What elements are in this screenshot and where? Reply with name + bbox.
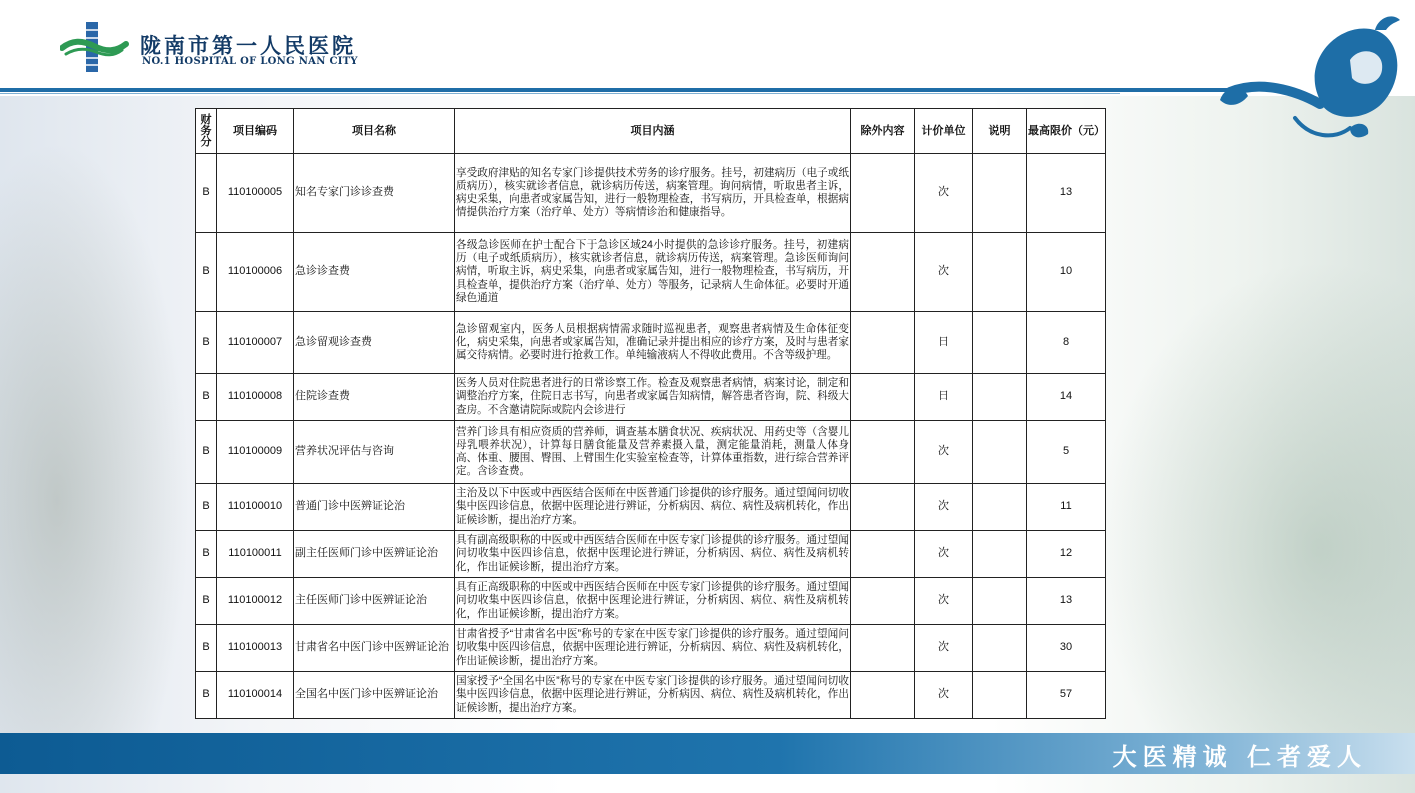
cell-content: 具有副高级职称的中医或中西医结合医师在中医专家门诊提供的诊疗服务。通过望闻问切收集中医四诊信息，依据中医理论进行辨证，分析病因、病位、病性及病机转化，作出证候诊断，提出治疗方案。 [455,531,851,578]
cell-code: 110100009 [217,421,294,484]
cell-name: 急诊诊查费 [294,233,455,312]
cell-code: 110100005 [217,154,294,233]
cell-fin: B [196,578,217,625]
header-divider-thin [0,93,1120,94]
cell-price: 8 [1027,312,1106,374]
background-scenery-left [0,140,190,740]
cell-price: 12 [1027,531,1106,578]
cell-content: 营养门诊具有相应资质的营养师，调查基本膳食状况、疾病状况、用药史等（含婴儿母乳喂养状况），计算每日膳食能量及营养素摄入量，测定能量消耗，测量人体身高、体重、腰围、臀围、上臂围生化实验室检查等，计算体重指数，进行综合营养评定。含诊查费。 [455,421,851,484]
cell-note [973,312,1027,374]
header-price: 最高限价（元） [1027,109,1106,154]
cell-price: 30 [1027,625,1106,672]
table-row [196,625,1106,672]
header-unit: 计价单位 [915,109,973,154]
cell-name: 甘肃省名中医门诊中医辨证论治 [294,625,455,672]
header-name: 项目名称 [294,109,455,154]
cell-unit: 次 [915,672,973,719]
cell-name: 主任医师门诊中医辨证论治 [294,578,455,625]
cell-fin: B [196,672,217,719]
cell-content: 主治及以下中医或中西医结合医师在中医普通门诊提供的诊疗服务。通过望闻问切收集中医四诊信息，依据中医理论进行辨证，分析病因、病位、病性及病机转化，作出证候诊断，提出治疗方案。 [455,484,851,531]
cell-unit: 日 [915,312,973,374]
cell-fin: B [196,154,217,233]
cell-unit: 次 [915,531,973,578]
cell-exclude [851,531,915,578]
cell-fin: B [196,233,217,312]
cell-name: 住院诊查费 [294,374,455,421]
header-note: 说明 [973,109,1027,154]
cell-unit: 次 [915,154,973,233]
decorative-swirl-icon [1200,0,1415,150]
cell-fin: B [196,531,217,578]
cell-exclude [851,312,915,374]
slogan: 大医精诚 仁者爱人 [1112,742,1367,771]
table-row [196,154,1106,233]
header-divider [0,88,1235,92]
header-exclude: 除外内容 [851,109,915,154]
cell-code: 110100011 [217,531,294,578]
price-table [195,108,1106,719]
cell-fin: B [196,374,217,421]
cell-note [973,233,1027,312]
table-row [196,578,1106,625]
header-content: 项目内涵 [455,109,851,154]
header-code: 项目编码 [217,109,294,154]
cell-price: 11 [1027,484,1106,531]
cell-content: 享受政府津贴的知名专家门诊提供技术劳务的诊疗服务。挂号，初建病历（电子或纸质病历），核实就诊者信息，就诊病历传送，病案管理。询问病情，听取患者主诉，病史采集，向患者或家属告知，进行一般物理检查，书写病历，开具检查单，根据病情提供治疗方案（治疗单、处方）等病情诊治和健康指导。 [455,154,851,233]
cell-code: 110100007 [217,312,294,374]
table-row [196,484,1106,531]
background-scenery-right [1095,260,1415,740]
cell-name: 急诊留观诊查费 [294,312,455,374]
cell-name: 副主任医师门诊中医辨证论治 [294,531,455,578]
table-row [196,233,1106,312]
cell-content: 国家授予“全国名中医”称号的专家在中医专家门诊提供的诊疗服务。通过望闻问切收集中医四诊信息，依据中医理论进行辨证，分析病因、病位、病性及病机转化，作出证候诊断，提出治疗方案。 [455,672,851,719]
cell-exclude [851,233,915,312]
cell-content: 甘肃省授予“甘肃省名中医”称号的专家在中医专家门诊提供的诊疗服务。通过望闻问切收集中医四诊信息，依据中医理论进行辨证，分析病因、病位、病性及病机转化，作出证候诊断，提出治疗方案。 [455,625,851,672]
cell-price: 57 [1027,672,1106,719]
cell-unit: 次 [915,421,973,484]
table-row [196,672,1106,719]
cell-fin: B [196,421,217,484]
cell-note [973,154,1027,233]
cell-content: 具有正高级职称的中医或中西医结合医师在中医专家门诊提供的诊疗服务。通过望闻问切收集中医四诊信息，依据中医理论进行辨证，分析病因、病位、病性及病机转化，作出证候诊断，提出治疗方案。 [455,578,851,625]
cell-code: 110100013 [217,625,294,672]
cell-note [973,625,1027,672]
cell-unit: 次 [915,484,973,531]
cell-exclude [851,625,915,672]
cell-note [973,374,1027,421]
table-row [196,421,1106,484]
cell-note [973,421,1027,484]
cell-name: 知名专家门诊诊查费 [294,154,455,233]
cell-content: 医务人员对住院患者进行的日常诊察工作。检查及观察患者病情，病案讨论，制定和调整治疗方案，住院日志书写，向患者或家属告知病情，解答患者咨询，院、科级大查房。不含邀请院际或院内会诊进行 [455,374,851,421]
cell-name: 营养状况评估与咨询 [294,421,455,484]
cell-code: 110100006 [217,233,294,312]
hospital-name-en: NO.1 HOSPITAL OF LONG NAN CITY [142,56,358,67]
cell-name: 全国名中医门诊中医辨证论治 [294,672,455,719]
table-row [196,531,1106,578]
cell-unit: 次 [915,233,973,312]
cell-note [973,578,1027,625]
cell-name: 普通门诊中医辨证论治 [294,484,455,531]
cell-exclude [851,672,915,719]
cell-exclude [851,154,915,233]
table-row [196,312,1106,374]
cell-content: 各级急诊医师在护士配合下于急诊区域24小时提供的急诊诊疗服务。挂号，初建病历（电子或纸质病历），核实就诊者信息，就诊病历传送，病案管理。急诊医师询问病情，听取主诉，病史采集，向患者或家属告知，进行一般物理检查，书写病历，开具检查单，提供治疗方案（治疗单、处方）等服务，记录病人生命体征。必要时开通绿色通道 [455,233,851,312]
table-row [196,374,1106,421]
cell-note [973,531,1027,578]
cell-price: 14 [1027,374,1106,421]
cell-price: 5 [1027,421,1106,484]
cell-exclude [851,421,915,484]
header-fin: 财务分 [196,109,217,154]
cell-note [973,672,1027,719]
cell-exclude [851,374,915,421]
cell-code: 110100010 [217,484,294,531]
hospital-logo-icon [60,18,130,76]
cell-price: 13 [1027,578,1106,625]
cell-unit: 次 [915,578,973,625]
cell-unit: 日 [915,374,973,421]
cell-code: 110100014 [217,672,294,719]
hospital-name-cn: 陇南市第一人民医院 [140,33,356,58]
cell-exclude [851,484,915,531]
cell-price: 13 [1027,154,1106,233]
cell-note [973,484,1027,531]
cell-exclude [851,578,915,625]
cell-code: 110100008 [217,374,294,421]
cell-code: 110100012 [217,578,294,625]
cell-unit: 次 [915,625,973,672]
cell-content: 急诊留观室内，医务人员根据病情需求随时巡视患者，观察患者病情及生命体征变化，病史采集，向患者或家属告知，准确记录并提出相应的诊疗方案，及时与患者家属交待病情。必要时进行抢救工作。单纯输液病人不得收此费用。不含等级护理。 [455,312,851,374]
table-header-row [196,109,1106,154]
cell-price: 10 [1027,233,1106,312]
cell-fin: B [196,484,217,531]
cell-fin: B [196,312,217,374]
cell-fin: B [196,625,217,672]
